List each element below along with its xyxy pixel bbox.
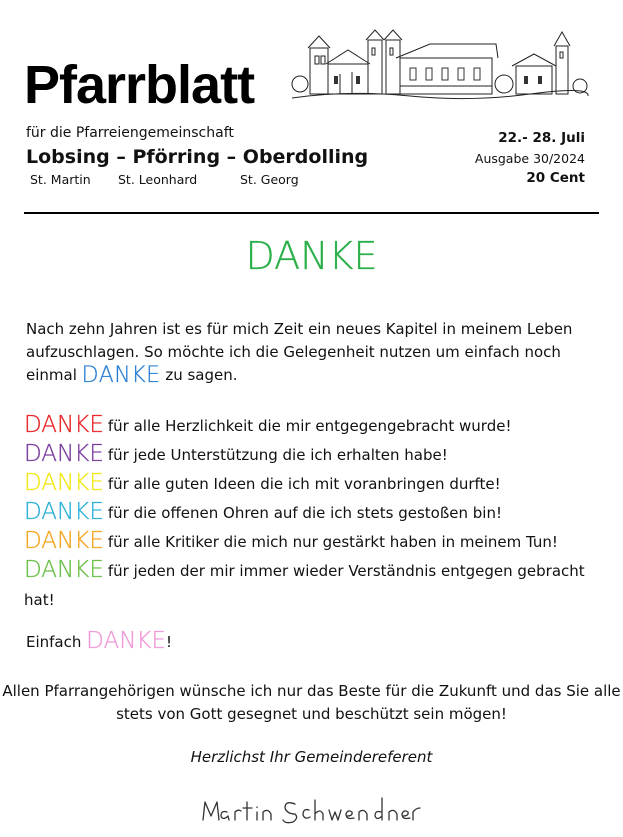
- danke-line: [24, 469, 594, 499]
- intro-danke-word: DANKE: [81, 363, 161, 388]
- danke-line-text: für alle Kritiker die mich nur gestärkt haben in meinem Tun!: [107, 533, 558, 551]
- danke-word-orange: DANKE: [24, 528, 104, 554]
- saint-georg-label: St. Georg: [240, 172, 299, 187]
- intro-paragraph: [26, 318, 586, 387]
- danke-line-text: für alle Herzlichkeit die mir entgegengebracht wurde!: [107, 417, 512, 435]
- signature-image: [195, 790, 425, 830]
- danke-line: [24, 556, 594, 615]
- danke-word-pink: DANKE: [86, 628, 167, 654]
- closing-paragraph: Allen Pfarrangehörigen wünsche ich nur das Beste für die Zukunft und das Sie alle stets von Gott gesegnet und beschützt sein mögen!: [2, 682, 621, 723]
- subtitle: für die Pfarreiengemeinschaft: [26, 125, 234, 141]
- einfach-text: Einfach: [26, 633, 82, 651]
- exclamation: !: [166, 633, 173, 651]
- danke-word-cyan: DANKE: [24, 499, 104, 525]
- price: 20 Cent: [526, 170, 585, 186]
- issue-number: Ausgabe 30/2024: [474, 151, 585, 166]
- intro-text-end: zu sagen.: [165, 366, 238, 384]
- church-illustration: [290, 26, 590, 106]
- danke-heading: DANKE: [245, 234, 378, 278]
- newsletter-title: Pfarrblatt: [24, 55, 255, 115]
- danke-word-yellow: DANKE: [24, 470, 104, 496]
- intro-text: Nach zehn Jahren ist es für mich Zeit ein neues Kapitel in meinem Leben aufzuschlagen. So möchte ich die Gelegenheit nutzen um einfach noch einmal: [26, 320, 573, 384]
- danke-word-green: DANKE: [24, 557, 104, 583]
- issue-date: 22.- 28. Juli: [498, 130, 585, 146]
- greeting: Herzlichst Ihr Gemeindereferent: [190, 748, 433, 766]
- danke-line: [24, 440, 594, 470]
- danke-line: [24, 411, 594, 441]
- danke-line-text: für alle guten Ideen die ich mit voranbringen durfte!: [107, 475, 501, 493]
- danke-line-text: für die offenen Ohren auf die ich stets gestoßen bin!: [107, 504, 502, 522]
- danke-line-text: für jede Unterstützung die ich erhalten habe!: [107, 446, 448, 464]
- danke-word-purple: DANKE: [24, 441, 104, 467]
- saint-leonhard-label: St. Leonhard: [118, 172, 198, 187]
- saint-martin-label: St. Martin: [30, 172, 91, 187]
- danke-word-red: DANKE: [24, 412, 104, 438]
- danke-line: [24, 527, 594, 557]
- header-divider: [24, 212, 599, 214]
- danke-line-text: für jeden der mir immer wieder Verständnis entgegen gebracht hat!: [24, 562, 585, 609]
- parishes-heading: Lobsing – Pförring – Oberdolling: [26, 146, 369, 168]
- einfach-danke-line: [26, 628, 172, 654]
- danke-line: [24, 498, 594, 528]
